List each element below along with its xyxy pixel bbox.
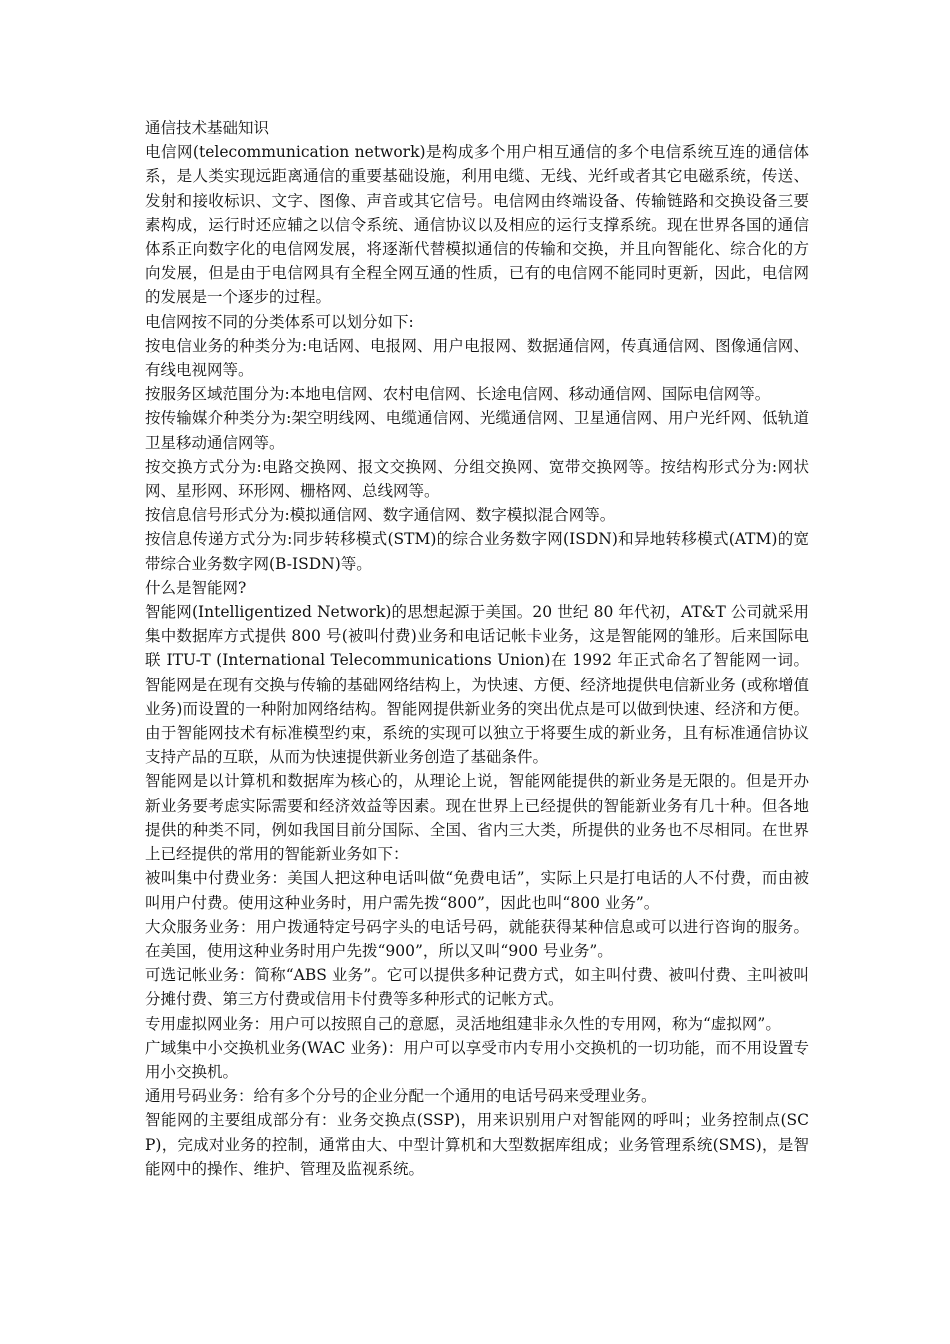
paragraph-network-components: 智能网的主要组成部分有：业务交换点(SSP)，用来识别用户对智能网的呼叫；业务控制点(SCP)，完成对业务的控制，通常由大、中型计算机和大型数据库组成；业务管理系统(SMS)，是智能网中的操作、维护、管理及监视系统。 <box>145 1111 809 1178</box>
paragraph-freephone-service: 被叫集中付费业务：美国人把这种电话叫做“免费电话”，实际上只是打电话的人不付费，而由被叫用户付费。使用这种业务时，用户需先拨“800”，因此也叫“800 业务”。 <box>145 869 809 912</box>
document-page <box>145 116 809 1181</box>
document-title: 通信技术基础知识 <box>145 119 270 137</box>
paragraph-by-service-area: 按服务区域范围分为:本地电信网、农村电信网、长途电信网、移动通信网、国际电信网等。 <box>145 385 771 404</box>
section-heading-intelligent-network: 什么是智能网? <box>145 578 247 597</box>
paragraph-by-transfer-mode: 按信息传递方式分为:同步转移模式(STM)的综合业务数字网(ISDN)和异地转移模式(ATM)的宽带综合业务数字网(B-ISDN)等。 <box>145 530 809 573</box>
paragraph-by-switching-mode: 按交换方式分为:电路交换网、报文交换网、分组交换网、宽带交换网等。按结构形式分为:网状网、星形网、环形网、栅格网、总线网等。 <box>145 457 809 501</box>
paragraph-classification-intro: 电信网按不同的分类体系可以划分如下: <box>145 312 414 331</box>
paragraph-by-signal-form: 按信息信号形式分为:模拟通信网、数字通信网、数字模拟混合网等。 <box>145 506 616 525</box>
paragraph-by-service-type: 按电信业务的种类分为:电话网、电报网、用户电报网、数据通信网，传真通信网、图像通信网、有线电视网等。 <box>145 336 809 380</box>
paragraph-mass-calling-service: 大众服务业务：用户拨通特定号码字头的电话号码，就能获得某种信息或可以进行咨询的服务。在美国，使用这种业务时用户先拨“900”，所以又叫“900 号业务”。 <box>145 917 809 960</box>
paragraph-wide-area-centrex: 广域集中小交换机业务(WAC 业务)：用户可以享受市内专用小交换机的一切功能，而不用设置专用小交换机。 <box>145 1038 809 1081</box>
paragraph-telecom-network-intro: 电信网(telecommunication network)是构成多个用户相互通信的多个电信系统互连的通信体系，是人类实现远距离通信的重要基础设施，利用电缆、无线、光纤或者其它电磁系统，传送、发射和接收标识、文字、图像、声音或其它信号。电信网由终端设备、传输链路和交换设备三要素构成，运行时还应辅之以信令系统、通信协议以及相应的运行支撑系统。现在世界各国的通信体系正向数字化的电信网发展，将逐渐代替模拟通信的传输和交换，并且向智能化、综合化的方向发展，但是由于电信网具有全程全网互通的性质，已有的电信网不能同时更新，因此，电信网的发展是一个逐步的过程。 <box>145 143 809 307</box>
paragraph-intelligent-network-origin: 智能网(Intelligentized Network)的思想起源于美国。20 世纪 80 年代初，AT&T 公司就采用集中数据库方式提供 800 号(被叫付费)业务和电话记帐卡业务，这是智能网的雏形。后来国际电联 ITU-T (International Telecommunications Union)在 1992 年正式命名了智能网一词。智能网是在现有交换与传输的基础网络结构上，为快速、方便、经济地提供电信新业务 (或称增值业务)而设置的一种附加网络结构。智能网提供新业务的突出优点是可以做到快速、经济和方便。由于智能网技术有标准模型约束，系统的实现可以独立于将要生成的新业务，且有标准通信协议支持产品的互联，从而为快速提供新业务创造了基础条件。 <box>145 603 809 767</box>
paragraph-intelligent-network-services: 智能网是以计算机和数据库为核心的，从理论上说，智能网能提供的新业务是无限的。但是开办新业务要考虑实际需要和经济效益等因素。现在世界上已经提供的智能新业务有几十种。但各地提供的种类不同，例如我国目前分国际、全国、省内三大类，所提供的业务也不尽相同。在世界上已经提供的常用的智能新业务如下： <box>145 772 809 864</box>
paragraph-universal-number: 通用号码业务：给有多个分号的企业分配一个通用的电话号码来受理业务。 <box>145 1087 657 1106</box>
paragraph-alternate-billing-service: 可选记帐业务：简称“ABS 业务”。它可以提供多种记费方式，如主叫付费、被叫付费、主叫被叫分摊付费、第三方付费或信用卡付费等多种形式的记帐方式。 <box>145 966 809 1009</box>
paragraph-by-transmission-medium: 按传输媒介种类分为:架空明线网、电缆通信网、光缆通信网、卫星通信网、用户光纤网、低轨道卫星移动通信网等。 <box>145 409 809 452</box>
paragraph-virtual-private-network: 专用虚拟网业务：用户可以按照自己的意愿，灵活地组建非永久性的专用网，称为“虚拟网”。 <box>145 1014 781 1033</box>
